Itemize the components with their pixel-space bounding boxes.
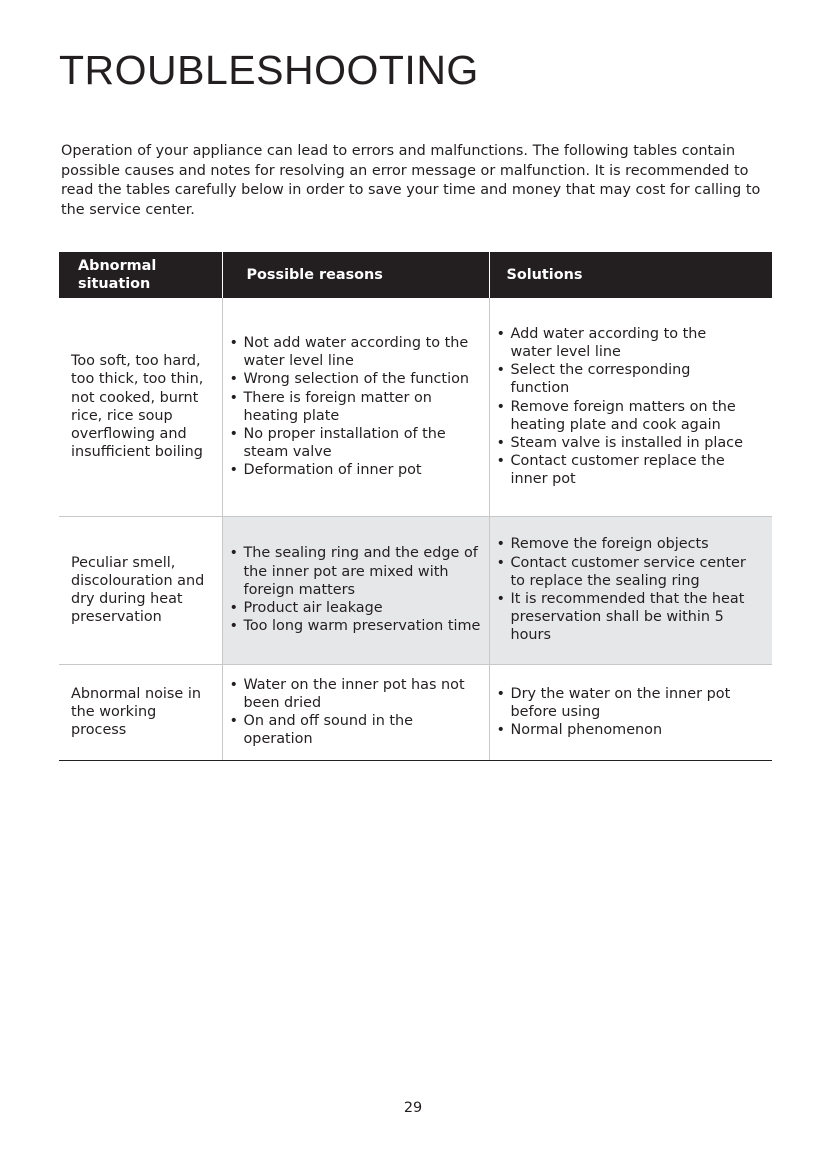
reasons-list	[223, 334, 489, 480]
situation-cell	[59, 298, 222, 516]
reasons-cell	[222, 298, 489, 516]
list-item: • Deformation of inner pot	[230, 461, 485, 479]
list-item: • Product air leakage	[230, 599, 485, 617]
solutions-list	[490, 685, 773, 740]
list-item: • Water on the inner pot has not been dried	[230, 676, 469, 712]
list-item: • Wrong selection of the function	[230, 370, 485, 388]
header-abnormal-situation: Abnormal situation	[59, 252, 222, 298]
list-item: • Steam valve is installed in place	[497, 434, 747, 452]
page-title: TROUBLESHOOTING	[59, 47, 479, 93]
table-row	[59, 298, 772, 516]
list-item: • The sealing ring and the edge of the inner pot are mixed with foreign matters	[230, 544, 485, 599]
list-item: • Remove foreign matters on the heating plate and cook again	[497, 398, 747, 434]
list-item: • Add water according to the water level line	[497, 325, 747, 361]
page-number: 29	[403, 1100, 423, 1116]
solutions-cell	[489, 516, 772, 664]
table-row	[59, 664, 772, 760]
reasons-list	[223, 544, 489, 635]
list-item: • Dry the water on the inner pot before using	[497, 685, 733, 721]
situation-cell	[59, 516, 222, 664]
reasons-cell	[222, 664, 489, 760]
situation-text: Peculiar smell, discolouration and dry during heat preservation	[71, 554, 205, 626]
solutions-list	[490, 535, 773, 644]
situation-text: Abnormal noise in the working process	[71, 685, 201, 739]
header-possible-reasons: Possible reasons	[222, 252, 489, 298]
list-item: • Contact customer replace the inner pot	[497, 452, 747, 488]
list-item: • Contact customer service center to replace the sealing ring	[497, 554, 747, 590]
list-item: • Not add water according to the water level line	[230, 334, 485, 370]
reasons-cell	[222, 516, 489, 664]
solutions-cell	[489, 664, 772, 760]
list-item: • It is recommended that the heat preservation shall be within 5 hours	[497, 590, 747, 645]
list-item: • There is foreign matter on heating plate	[230, 389, 485, 425]
list-item: • Remove the foreign objects	[497, 535, 747, 553]
troubleshooting-table	[59, 252, 772, 761]
situation-cell	[59, 664, 222, 760]
solutions-cell	[489, 298, 772, 516]
solutions-list	[490, 325, 773, 489]
list-item: • Select the corresponding function	[497, 361, 747, 397]
intro-paragraph: Operation of your appliance can lead to errors and malfunctions. The following tables contain possible causes and notes for resolving an error message or malfunction. It is recommended to read the tables carefully below in order to save your time and money that may cost for calling to the service center.	[61, 143, 761, 218]
list-item: • No proper installation of the steam valve	[230, 425, 485, 461]
reasons-list	[223, 676, 489, 749]
header-solutions: Solutions	[489, 252, 772, 298]
table-header-row	[59, 252, 772, 298]
list-item: • Normal phenomenon	[497, 721, 733, 739]
situation-text: Too soft, too hard, too thick, too thin, not cooked, burnt rice, rice soup overflowing and insufficient boiling	[71, 353, 204, 461]
table-row	[59, 516, 772, 664]
list-item: • Too long warm preservation time	[230, 617, 485, 635]
list-item: • On and off sound in the operation	[230, 712, 469, 748]
